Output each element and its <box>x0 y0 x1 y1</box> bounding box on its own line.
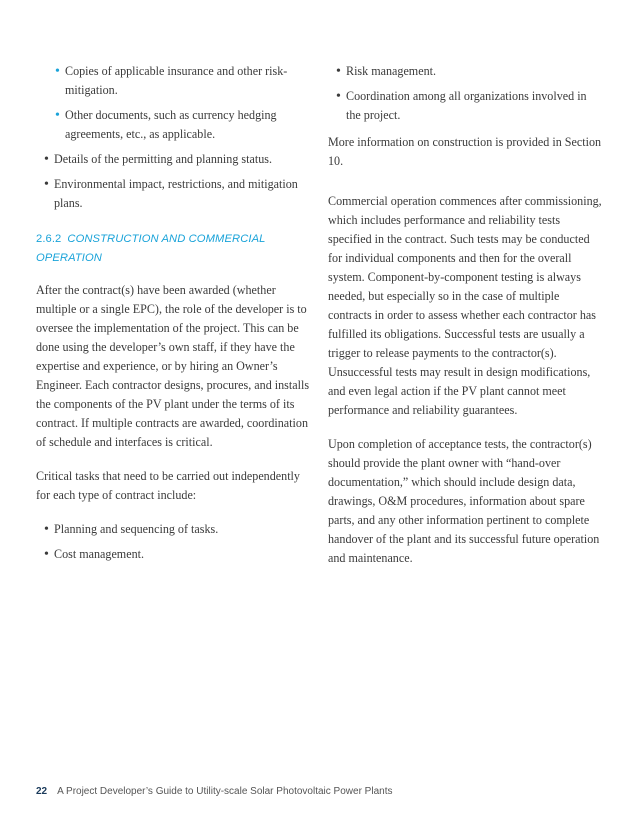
list-item: • Cost management. <box>44 547 145 562</box>
bullet-icon: • <box>44 177 49 192</box>
list-item: • Planning and sequencing of tasks. <box>44 522 219 537</box>
sub-bullet-list <box>55 62 312 144</box>
section-heading <box>36 230 312 268</box>
bullet-icon: • <box>44 152 49 167</box>
paragraph: More information on construction is provided in Section 10. <box>328 135 602 168</box>
bullet-list <box>336 62 604 125</box>
task-bullet-list <box>44 520 312 564</box>
list-item: • Environmental impact, restrictions, and mitigation plans. <box>44 177 298 210</box>
list-item: • Coordination among all organizations involved in the project. <box>336 89 587 122</box>
page-footer <box>36 786 392 797</box>
bullet-icon: • <box>44 547 49 562</box>
list-item: • Risk management. <box>336 64 437 79</box>
section-title: CONSTRUCTION AND COMMERCIAL OPERATION <box>36 233 266 264</box>
bullet-icon: • <box>44 522 49 537</box>
bullet-list <box>44 150 312 213</box>
bullet-icon: • <box>55 64 60 79</box>
paragraph: Critical tasks that need to be carried out independently for each type of contract include: <box>36 469 300 502</box>
right-column <box>328 62 604 583</box>
section-number: 2.6.2 <box>36 233 62 245</box>
list-item: • Other documents, such as currency hedging agreements, etc., as applicable. <box>55 108 277 141</box>
bullet-icon: • <box>336 64 341 79</box>
paragraph: Upon completion of acceptance tests, the contractor(s) should provide the plant owner with “hand-over documentation,” which should include design data, drawings, O&M procedures, information about spare parts, and any other information pertinent to complete handover of the plant and its successful future operation and maintenance. <box>328 437 600 565</box>
bullet-icon: • <box>55 108 60 123</box>
list-item: • Details of the permitting and planning status. <box>44 152 272 167</box>
bullet-icon: • <box>336 89 341 104</box>
paragraph: Commercial operation commences after commissioning, which includes performance and reliability tests specified in the contract. Such tests may be conducted for individual components and then for the overall system. Component-by-component testing is always needed, but especially so in the case of multiple contracts in order to assess whether each contractor has fulfilled its obligations. Successful tests are usually a trigger to release payments to the contractor(s). Unsuccessful tests may result in design modifications, and even legal action if the PV plant cannot meet performance and reliability guarantees. <box>328 194 602 417</box>
paragraph: After the contract(s) have been awarded (whether multiple or a single EPC), the role of the developer is to oversee the implementation of the project. This can be done using the developer’s own staff, if they have the expertise and experience, or by hiring an Owner’s Engineer. Each contractor designs, procures, and installs the components of the PV plant under the terms of its contract. If multiple contracts are awarded, coordination of schedule and interfaces is critical. <box>36 283 310 449</box>
left-column <box>36 62 312 570</box>
footer-title: A Project Developer’s Guide to Utility-scale Solar Photovoltaic Power Plants <box>57 786 393 797</box>
page-number: 22 <box>36 786 48 797</box>
list-item: • Copies of applicable insurance and other risk-mitigation. <box>55 64 288 97</box>
